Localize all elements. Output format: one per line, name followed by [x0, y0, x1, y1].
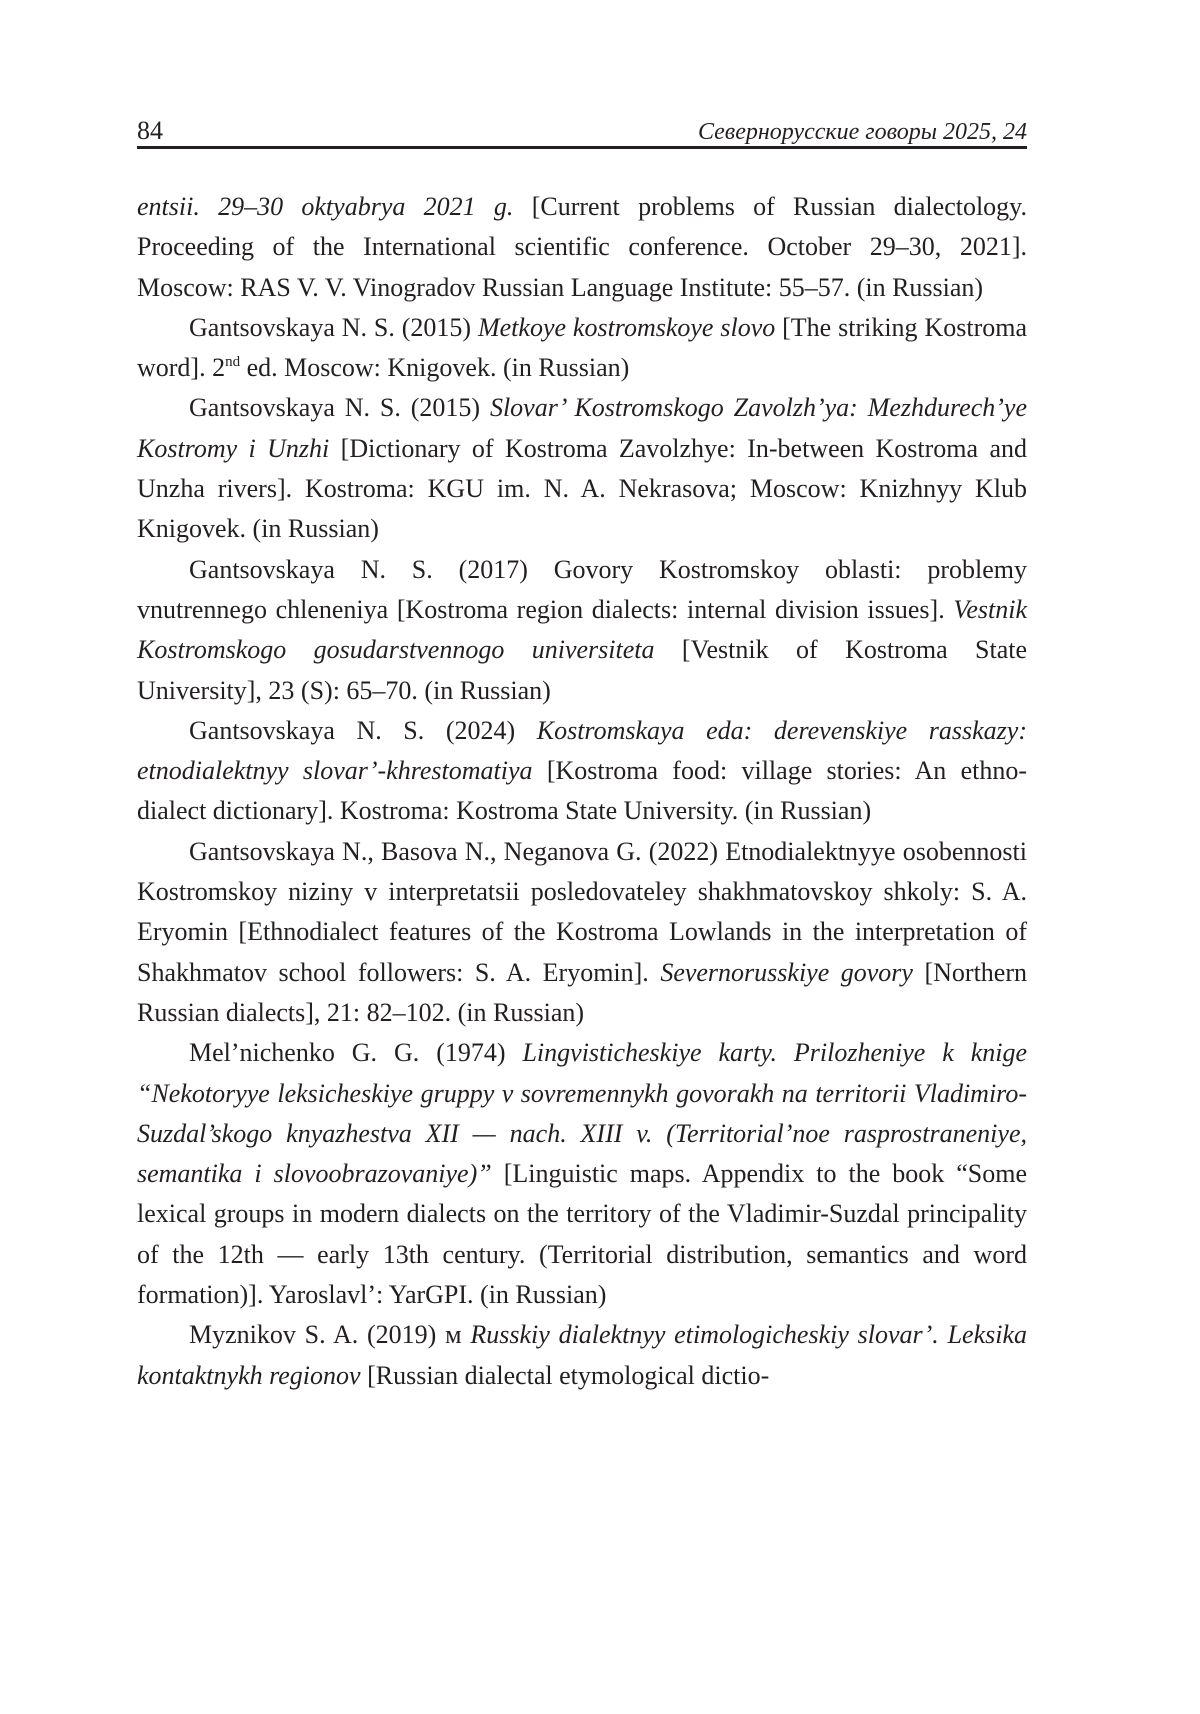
reference-italic: Russkiy dialektnyy etimologicheskiy slovar’. Leksika kontaktnykh regionov	[137, 1320, 1027, 1390]
reference-text: [Dictionary of Kostroma Zavolzhye: In-between Kostroma and Unzha rivers]. Kostroma: KGU im. N. A. Nekrasova; Moscow: Knizhnyy Klub Knigovek. (in Russian)	[137, 433, 1027, 544]
reference-text: Gantsovskaya N., Basova N., Neganova G. (2022) Etnodialektnyye osobennosti Kostromskoy niziny v interpretatsii posledovateley shakhmatovskoy shkoly: S. A. Eryomin [Ethnodialect features of the Kostroma Lowlands in the interpretation of Shakhmatov school followers: S. A. Eryomin].	[137, 836, 1027, 987]
journal-title: Севернорусские говоры 2025, 24	[697, 119, 1027, 145]
reference-text: [Northern Russian dialects], 21: 82–102. (in Russian)	[137, 957, 1027, 1027]
reference-italic: Severnorusskiye govory	[660, 957, 913, 987]
reference-text: Gantsovskaya N. S. (2015)	[189, 312, 478, 342]
reference-entry	[137, 187, 1027, 308]
reference-text: [The striking Kostroma word]. 2	[137, 312, 1027, 383]
reference-text: Mel’nichenko G. G. (1974)	[189, 1038, 523, 1068]
reference-entry	[137, 1315, 1027, 1396]
reference-entry	[137, 550, 1027, 711]
reference-italic: Metkoye kostromskoye slovo	[477, 312, 776, 342]
references-list	[137, 187, 1027, 1396]
reference-italic: Vestnik Kostromskogo gosudarstvennogo universiteta	[137, 594, 1027, 665]
reference-text: Gantsovskaya N. S. (2024)	[189, 715, 537, 745]
reference-text: [Vestnik of Kostroma State University], 23 (S): 65–70. (in Russian)	[137, 635, 1028, 705]
reference-text: Gantsovskaya N. S. (2015)	[189, 393, 490, 423]
reference-entry	[137, 388, 1027, 549]
reference-entry	[137, 1033, 1027, 1315]
reference-italic: Lingvisticheskiye karty. Prilozheniye k knige “Nekotoryye leksicheskiye gruppy v sovremennykh govorakh na territorii Vladimiro-Suzdal’skogo knyazhestva XII — nach. XIII v. (Territorial’noe rasprostraneniye, semantika i slovoobrazovaniye)”	[137, 1038, 1028, 1189]
reference-text: [Current problems of Russian dialectology. Proceeding of the International scientific conference. October 29–30, 2021]. Moscow: RAS V. V. Vinogradov Russian Language Institute: 55–57. (in Russian)	[137, 192, 1027, 302]
reference-text: [Russian dialectal etymological dictio-	[360, 1360, 770, 1390]
reference-text: Myznikov S. A. (2019) м	[189, 1320, 471, 1350]
reference-text: [Kostroma food: village stories: An ethno-dialect dictionary]. Kostroma: Kostroma State University. (in Russian)	[137, 756, 1027, 826]
reference-italic: Slovar’ Kostromskogo Zavolzh’ya: Mezhdurech’ye Kostromy i Unzhi	[137, 393, 1027, 463]
ordinal-superscript: nd	[225, 354, 241, 371]
running-header	[137, 100, 1027, 149]
reference-entry	[137, 308, 1027, 389]
reference-entry	[137, 832, 1027, 1033]
reference-text: [Linguistic maps. Appendix to the book “Some lexical groups in modern dialects on the territory of the Vladimir-Suzdal principality of the 12th — early 13th century. (Territorial distribution, semantics and word formation)]. Yaroslavl’: YarGPI. (in Russian)	[137, 1159, 1027, 1310]
page-number: 84	[137, 116, 163, 145]
reference-text: Gantsovskaya N. S. (2017) Govory Kostromskoy oblasti: problemy vnutrennego chleneniya [Kostroma region dialects: internal division issues].	[137, 554, 1027, 624]
reference-italic: Kostromskaya eda: derevenskiye rasskazy: etnodialektnyy slovar’-khrestomatiya	[137, 715, 1027, 786]
reference-text: ed. Moscow: Knigovek. (in Russian)	[240, 353, 630, 383]
reference-entry	[137, 711, 1027, 832]
document-page	[137, 100, 1027, 1396]
reference-italic: entsii. 29–30 oktyabrya 2021 g.	[137, 192, 514, 221]
